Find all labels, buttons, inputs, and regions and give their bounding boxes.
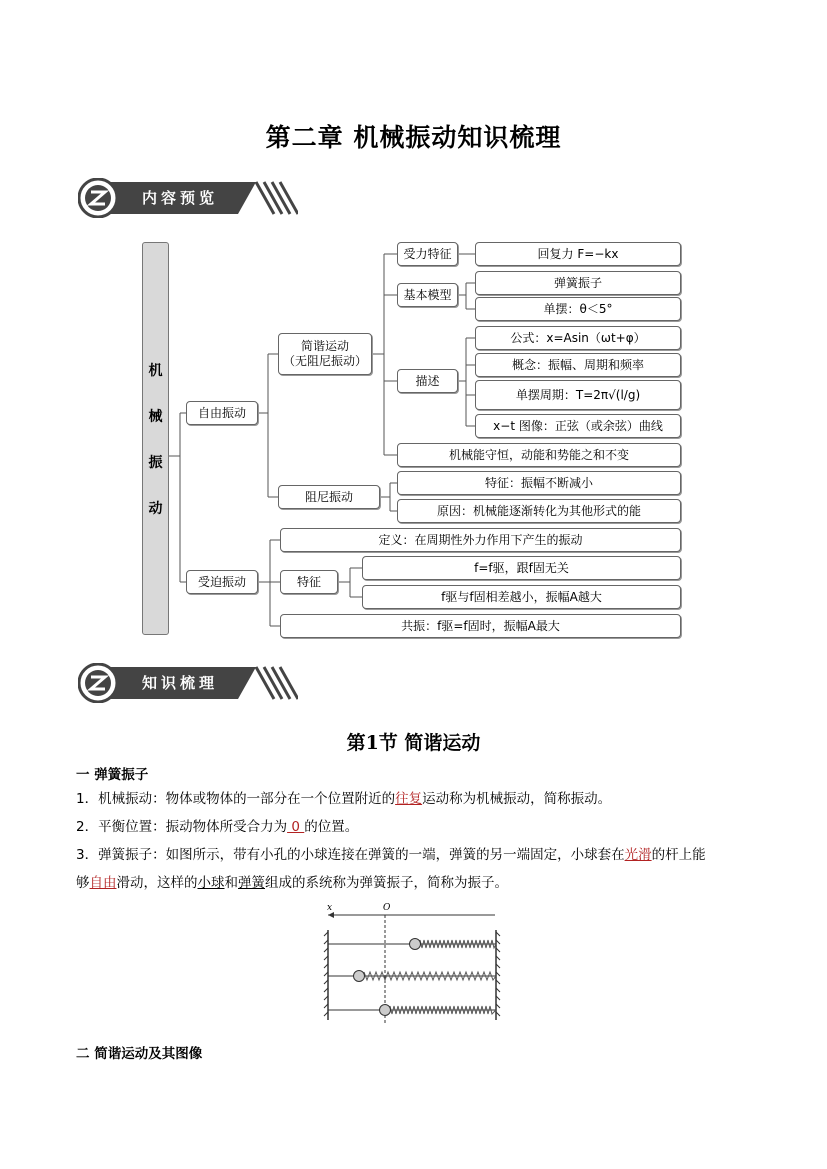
p3-spring: 弹簧 <box>238 875 265 891</box>
node-damped-feature: 特征：振幅不断减小 <box>397 471 681 495</box>
origin-label: O <box>383 903 391 913</box>
node-model-spring: 弹簧振子 <box>475 271 681 295</box>
paragraph-2 <box>76 813 756 841</box>
p2-text: 2．平衡位置：振动物体所受合力为 <box>76 819 288 835</box>
paragraph-1 <box>76 785 756 813</box>
p1-answer: 往复 <box>395 791 423 807</box>
node-formula: 公式：x=Asin（ωt+φ） <box>475 326 681 350</box>
root-char: 振 <box>148 454 163 471</box>
p3-text: 3．弹簧振子：如图所示，带有小孔的小球连接在弹簧的一端，弹簧的另一端固定，小球套在 <box>76 847 625 863</box>
root-char: 机 <box>148 362 163 379</box>
p3-answer-smooth: 光滑 <box>624 847 652 863</box>
p3-answer-free: 自由 <box>89 875 117 891</box>
node-describe: 描述 <box>397 369 458 393</box>
node-model-pendulum: 单摆：θ＜5° <box>475 297 681 321</box>
p1-text-end: 运动称为机械振动，简称振动。 <box>422 791 612 807</box>
ball <box>354 971 365 982</box>
node-damped: 阻尼振动 <box>278 485 380 509</box>
heading-spring-oscillator: 一 弹簧振子 <box>76 767 149 783</box>
root-char: 动 <box>148 500 163 517</box>
p3-text: 够 <box>76 875 90 891</box>
preview-banner-label: 内容预览 <box>142 189 219 207</box>
p3-text: 的杆上能 <box>651 847 706 863</box>
p2-text-end: 的位置。 <box>304 819 359 835</box>
node-force: 受力特征 <box>397 242 458 266</box>
p2-answer: 0 <box>287 819 305 835</box>
node-energy: 机械能守恒，动能和势能之和不变 <box>397 443 681 467</box>
node-forced-f2: f驱与f固相差越小，振幅A越大 <box>362 585 681 609</box>
ball <box>380 1005 391 1016</box>
page-title: 第二章 机械振动知识梳理 <box>265 123 562 152</box>
wall-left <box>324 930 328 1020</box>
review-banner-label: 知识梳理 <box>142 674 219 692</box>
node-concept: 概念：振幅、周期和频率 <box>475 353 681 377</box>
node-damped-reason: 原因：机械能逐渐转化为其他形式的能 <box>397 499 681 523</box>
heading-shm-graph: 二 简谐运动及其图像 <box>76 1046 203 1062</box>
node-period: 单摆周期：T=2π√(l/g) <box>475 380 681 410</box>
node-force-item: 回复力 F=−kx <box>475 242 681 266</box>
node-free-vibration: 自由振动 <box>186 401 258 425</box>
p3-text-end: 组成的系统称为弹簧振子，简称为振子。 <box>265 875 508 891</box>
p3-text: 和 <box>224 875 238 891</box>
node-forced-def: 定义：在周期性外力作用下产生的振动 <box>280 528 681 552</box>
section-title: 第1节 简谐运动 <box>346 732 481 754</box>
node-graph: x−t 图像：正弦（或余弦）曲线 <box>475 414 681 438</box>
node-forced-feature: 特征 <box>280 570 338 594</box>
node-forced-f1: f=f驱，跟f固无关 <box>362 556 681 580</box>
node-forced: 受迫振动 <box>186 570 258 594</box>
axis-x-label: x <box>327 903 333 913</box>
node-shm: 简谐运动 （无阻尼振动） <box>278 333 372 375</box>
root-char: 械 <box>148 408 163 425</box>
node-resonance: 共振：f驱=f固时，振幅A最大 <box>280 614 681 638</box>
review-banner <box>78 663 298 703</box>
p3-text: 滑动，这样的 <box>116 875 198 891</box>
p1-text: 1．机械振动：物体或物体的一部分在一个位置附近的 <box>76 791 396 807</box>
paragraph-3 <box>76 841 756 897</box>
spring-oscillator-figure <box>320 900 505 1030</box>
mindmap-root <box>142 242 169 635</box>
node-model: 基本模型 <box>397 283 458 307</box>
ball <box>410 939 421 950</box>
p3-ball: 小球 <box>197 875 225 891</box>
wall-right <box>496 930 500 1020</box>
